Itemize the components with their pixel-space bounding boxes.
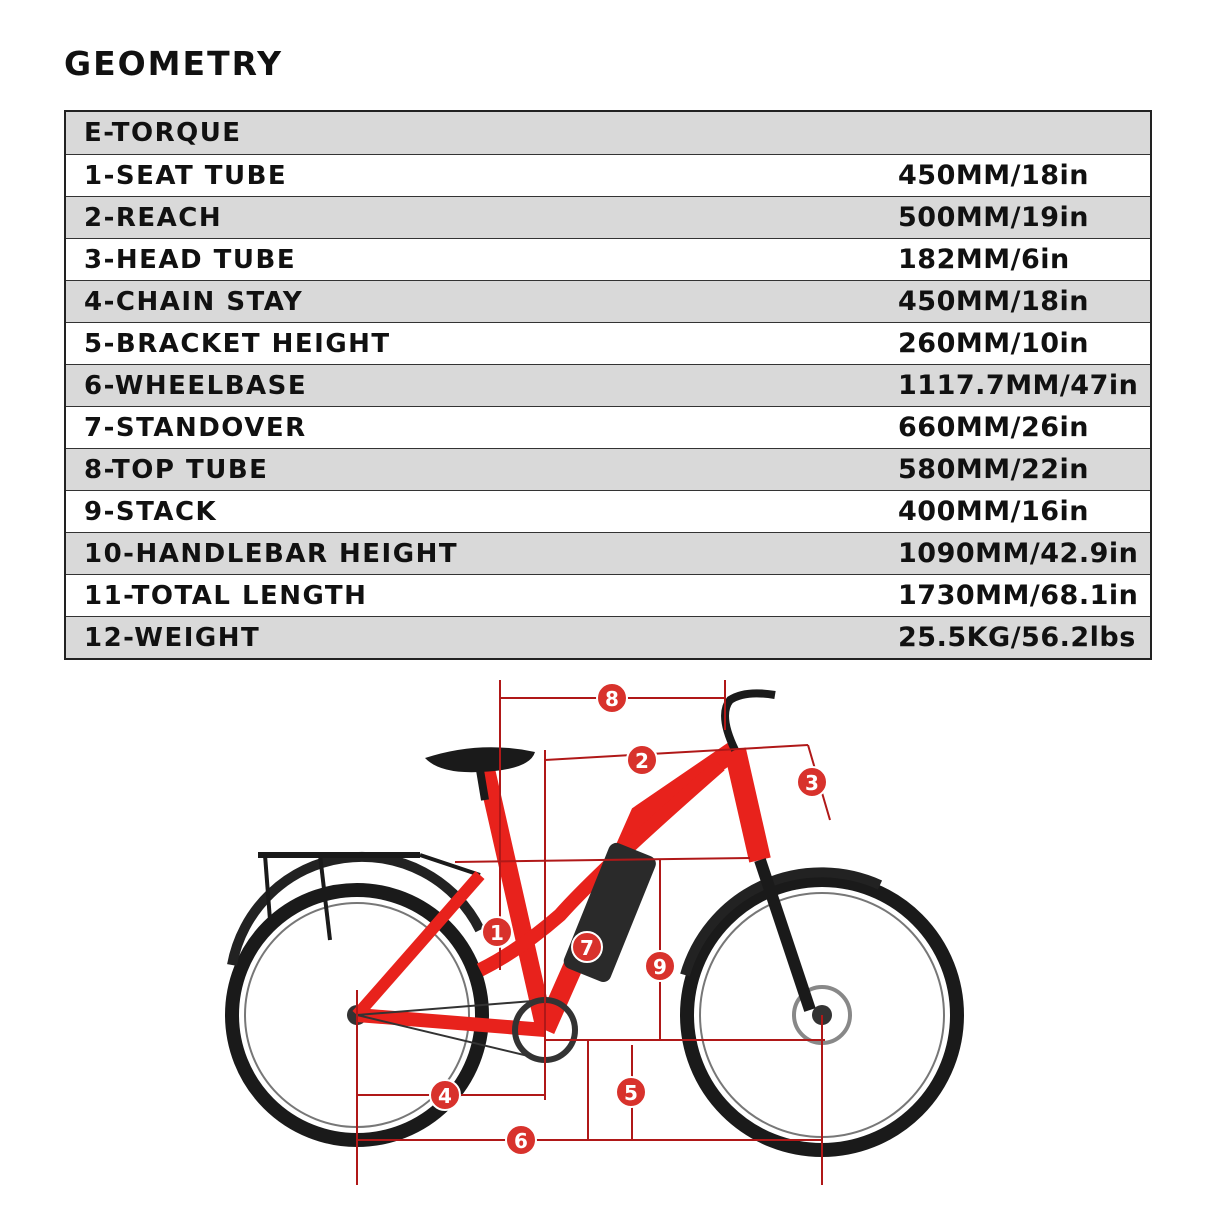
table-row xyxy=(66,448,1150,490)
row-label: 11-TOTAL LENGTH xyxy=(84,580,368,611)
table-row xyxy=(66,364,1150,406)
row-value: 260MM/10in xyxy=(898,328,1090,359)
handlebar xyxy=(725,693,775,750)
page-title: GEOMETRY xyxy=(64,44,284,83)
table-row xyxy=(66,532,1150,574)
table-row xyxy=(66,322,1150,364)
row-label: 2-REACH xyxy=(84,202,223,233)
table-row xyxy=(66,280,1150,322)
row-value: 400MM/16in xyxy=(898,496,1090,527)
row-value: 1090MM/42.9in xyxy=(898,538,1139,569)
svg-text:5: 5 xyxy=(624,1081,638,1105)
row-label: 1-SEAT TUBE xyxy=(84,160,288,191)
marker-2 xyxy=(627,745,657,775)
row-value: 580MM/22in xyxy=(898,454,1090,485)
row-value: 182MM/6in xyxy=(898,244,1070,275)
row-label: 9-STACK xyxy=(84,496,218,527)
row-label: 6-WHEELBASE xyxy=(84,370,308,401)
marker-6 xyxy=(506,1125,536,1155)
table-row xyxy=(66,154,1150,196)
marker-7 xyxy=(572,932,602,962)
row-label: 7-STANDOVER xyxy=(84,412,307,443)
table-header-row xyxy=(66,112,1150,154)
svg-text:1: 1 xyxy=(490,921,504,945)
marker-3 xyxy=(797,767,827,797)
table-row xyxy=(66,490,1150,532)
table-row xyxy=(66,574,1150,616)
seat xyxy=(425,747,535,800)
marker-4 xyxy=(430,1080,460,1110)
geometry-table xyxy=(64,110,1152,660)
row-value: 450MM/18in xyxy=(898,160,1090,191)
row-value: 450MM/18in xyxy=(898,286,1090,317)
svg-text:8: 8 xyxy=(605,687,619,711)
svg-text:4: 4 xyxy=(438,1084,452,1108)
bike-frame xyxy=(357,750,760,1030)
row-label: 12-WEIGHT xyxy=(84,622,261,653)
marker-1 xyxy=(482,917,512,947)
svg-text:7: 7 xyxy=(580,936,594,960)
row-label: 8-TOP TUBE xyxy=(84,454,269,485)
row-label: 4-CHAIN STAY xyxy=(84,286,304,317)
marker-9 xyxy=(645,951,675,981)
row-value: 660MM/26in xyxy=(898,412,1090,443)
row-label: 10-HANDLEBAR HEIGHT xyxy=(84,538,459,569)
svg-text:9: 9 xyxy=(653,955,667,979)
table-row xyxy=(66,616,1150,658)
marker-5 xyxy=(616,1077,646,1107)
bike-geometry-diagram xyxy=(0,670,1215,1213)
svg-text:2: 2 xyxy=(635,749,649,773)
row-value: 25.5KG/56.2lbs xyxy=(898,622,1136,653)
row-value: 500MM/19in xyxy=(898,202,1090,233)
svg-text:6: 6 xyxy=(514,1129,528,1153)
row-value: 1730MM/68.1in xyxy=(898,580,1139,611)
marker-8 xyxy=(597,683,627,713)
model-name: E-TORQUE xyxy=(84,118,242,148)
table-row xyxy=(66,196,1150,238)
row-value: 1117.7MM/47in xyxy=(898,370,1139,401)
svg-text:3: 3 xyxy=(805,771,819,795)
row-label: 5-BRACKET HEIGHT xyxy=(84,328,391,359)
table-row xyxy=(66,406,1150,448)
table-row xyxy=(66,238,1150,280)
row-label: 3-HEAD TUBE xyxy=(84,244,297,275)
